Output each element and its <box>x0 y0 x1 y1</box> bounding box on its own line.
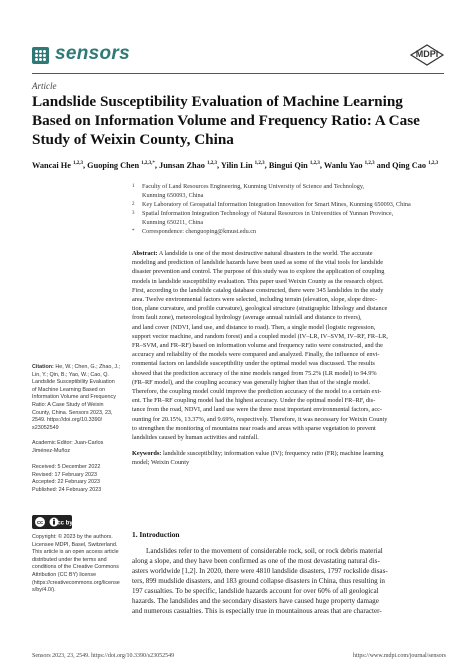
cc-by-license-icon[interactable] <box>32 515 72 529</box>
intro-line: and numerous casualties. This is especially true in mountainous areas that are character- <box>132 607 382 615</box>
intro-text <box>132 546 450 616</box>
affiliation-2 <box>132 201 452 210</box>
abstract-line: showed that the prediction accuracy of the nine models ranged from 75.2% (LR model) to 94.9% <box>132 369 377 377</box>
citation-line: Lin, Y.; Qin, B.; Yao, W.; Cao, Q. <box>32 371 109 378</box>
keywords-label: Keywords: <box>132 450 162 457</box>
abstract-line <box>132 249 447 258</box>
abstract-line: tance from the road, NDVI, and land use were the three most important environmental factors, acc- <box>132 406 383 414</box>
copyright-line: s/by/4.0/). <box>32 587 56 594</box>
affiliation-3 <box>132 210 452 227</box>
intro-heading: 1. Introduction <box>132 530 180 539</box>
author-list: Wancai He $^{1,2,3}$, Guoping Chen $^{1,2,3,*}$, Junsan Zhao $^{1,2,3}$, Yilin Lin $^{1,2,3}$, Bingui Qin $^{1,2,3}$, Wanlu Yao $^{1,2,3}$ and Qing Cao $^{1,2,3}$ <box>32 161 439 170</box>
publisher-logo <box>409 44 445 66</box>
correspondence-line: Correspondence: chenguoping@kmust.edu.cn <box>142 228 257 235</box>
keywords <box>132 449 447 467</box>
citation-line: Landslide Susceptibility Evaluation <box>32 379 115 386</box>
abstract-line: disaster prevention and control. The purpose of this study was to explore the application of coupling <box>132 268 385 276</box>
date-line: Published: 24 February 2023 <box>32 486 102 493</box>
copyright-line: conditions of the Creative Commons <box>32 564 119 571</box>
abstract-line: from fault zone), meteorological hydrology (average annual rainfall and distance to rivers), <box>132 314 362 322</box>
title-line: Study of Weixin County, China <box>32 131 234 148</box>
keywords-line: model; Weixin County <box>132 459 190 467</box>
abstract-line: models in landslide susceptibility evaluation. This paper used Weixin County as the research object. <box>132 277 384 285</box>
citation-line <box>32 364 127 372</box>
intro-line: hazards. The landslides and the secondary disasters have caused huge property damage <box>132 597 379 605</box>
keywords-text: landslide susceptibility; information value (IV); frequency ratio (FR); machine learning <box>162 450 384 457</box>
intro-line: asters worldwide [1,2]. In 2020, there were 4810 landslide disasters, 1797 rockslide disas- <box>132 567 388 575</box>
author-affiliation-mark: 1,2,3 <box>73 161 84 167</box>
journal-logo-icon <box>32 47 49 64</box>
affiliation-line: Faculty of Land Resources Engineering, Kunming University of Science and Technology, <box>142 183 365 190</box>
citation-text: He, W.; Chen, G.; Zhao, J.; <box>53 364 121 370</box>
affiliation-number: * <box>132 229 135 234</box>
publication-dates <box>32 464 127 494</box>
paper-title <box>32 92 447 149</box>
citation-line: of Machine Learning Based on <box>32 386 106 393</box>
citation-label: Citation: <box>32 364 54 370</box>
author-affiliation-mark: 1,2,3 <box>254 161 265 167</box>
abstract-line: area. Twelve environmental factors were selected, including terrain (elevation, slope, slope direc- <box>132 296 378 304</box>
abstract-line: (FR–RF model), and the coupling accuracy was generally higher than that of the single model. <box>132 378 371 386</box>
abstract-line: ronmental factors on landslide susceptibility under the optimal model was discussed. The results <box>132 360 375 368</box>
publisher-name: MDPI <box>415 49 439 59</box>
affiliation-line: Spatial Information Integration Technology of Natural Resources in Universities of Yunnan Province, <box>142 210 394 217</box>
citation-line: Information Volume and Frequency <box>32 394 116 401</box>
editor-line: Jiménez-Muñoz <box>32 447 71 454</box>
date-line: Accepted: 22 February 2023 <box>32 479 101 486</box>
editor-line: Academic Editor: Juan-Carlos <box>32 440 104 446</box>
title-line: Based on Information Volume and Frequency Ratio: A Case <box>32 112 420 129</box>
author-affiliation-mark: 1,2,3,* <box>141 161 155 167</box>
correspondence <box>132 228 452 237</box>
copyright-line: Attribution (CC BY) license <box>32 571 97 578</box>
keywords-line <box>132 449 447 458</box>
academic-editor <box>32 440 127 455</box>
citation-line: Ratio: A Case Study of Weixin <box>32 401 104 408</box>
citation-block <box>32 364 127 432</box>
affiliation-line: Kunming 650211, China <box>142 218 204 226</box>
abstract-line: to strengthen the monitoring of mountains near roads and areas with sparse vegetation to prevent <box>132 424 376 432</box>
abstract-line: FR–SVM, and FR–RF) based on information volume and frequency ratio were constructed, and the <box>132 342 383 350</box>
intro-line: Landslides refer to the movement of considerable rock, soil, or rock debris material <box>146 547 383 555</box>
affiliation-number: 1 <box>132 184 135 189</box>
date-line: Received: 5 December 2022 <box>32 464 101 470</box>
abstract <box>132 249 447 442</box>
header-rule <box>32 73 444 74</box>
abstract-line: ounting for 20.15%, 13.37%, and 9.69%, respectively. Therefore, it was necessary for Weixin County <box>132 415 388 423</box>
abstract-line: landslides caused by human activities and rainfall. <box>132 434 259 442</box>
author-affiliation-mark: 1,2,3 <box>428 161 439 167</box>
abstract-line: and land cover (NDVI, land use, and distance to road). Then, a single model (logistic regression, <box>132 323 376 331</box>
title-line: Landslide Susceptibility Evaluation of Machine Learning <box>32 93 403 110</box>
citation-line: 2549. https://doi.org/10.3390/ <box>32 417 103 424</box>
abstract-line: First, according to the landslide catalog database constructed, there were 345 landslides in the study <box>132 286 384 294</box>
svg-text:cc: cc <box>36 520 44 526</box>
footer-journal-link[interactable]: https://www.mdpi.com/journal/sensors <box>353 653 446 659</box>
copyright-line: distributed under the terms and <box>32 556 107 563</box>
article-type: Article <box>32 81 57 91</box>
journal-name: sensors <box>55 43 130 64</box>
footer-citation: Sensors 2023, 23, 2549. https://doi.org/10.3390/s23052549 <box>32 653 175 659</box>
intro-line: 197 casualties. To be specific, landslide hazards account for over 60% of all geological <box>132 587 379 595</box>
citation-line: s23052549 <box>32 424 59 431</box>
license-badge-text: cc by <box>57 520 72 527</box>
abstract-line: Therefore, the coupling model could improve the prediction accuracy of the model to a certain ext- <box>132 388 382 396</box>
affiliation-line: Key Laboratory of Geospatial Information Integration Innovation for Smart Mines, Kunming 650093, China <box>142 201 411 208</box>
intro-line: ters, 899 mudslide disasters, and 183 ground collapse disasters in China, thus resulting in <box>132 577 385 585</box>
author-affiliation-mark: 1,2,3 <box>309 161 320 167</box>
affiliation-1 <box>132 183 452 200</box>
copyright-line: Copyright: © 2023 by the authors. <box>32 534 113 540</box>
cc-badge-icon <box>32 515 72 529</box>
abstract-label: Abstract: <box>132 250 158 257</box>
author-affiliation-mark: 1,2,3 <box>364 161 375 167</box>
copyright-line: (https://creativecommons.org/license <box>32 579 120 586</box>
affiliation-number: 3 <box>132 211 135 216</box>
copyright-line: Licensee MDPI, Basel, Switzerland. <box>32 541 118 548</box>
affiliation-number: 2 <box>132 202 135 207</box>
intro-line: along a slope, and they have been confirmed as one of the most devastating natural dis- <box>132 557 380 565</box>
abstract-line: tion, plane curvature, and profile curvature), geological structure (stratigraphic lithology and distance <box>132 305 388 313</box>
abstract-line: accuracy and reliability of the models were compared and analyzed. Finally, the influence of envi- <box>132 351 380 359</box>
affiliation-line: Kunming 650093, China <box>142 191 204 199</box>
author-affiliation-mark: 1,2,3 <box>207 161 218 167</box>
copyright-notice <box>32 534 127 595</box>
abstract-line: modeling and prediction of landslide hazards have been used as some of the vital tools for landslide <box>132 259 384 267</box>
abstract-text: A landslide is one of the most destructive natural disasters in the world. The accurate <box>158 250 373 257</box>
copyright-line: This article is an open access article <box>32 549 119 556</box>
date-line: Revised: 17 February 2023 <box>32 471 98 478</box>
abstract-line: support vector machine, and random forest) and a coupled model (IV–LR, IV–SVM, IV–RF, FR–LR, <box>132 332 388 340</box>
citation-line: County, China. Sensors 2023, 23, <box>32 409 113 416</box>
abstract-line: ent. The FR–RF coupling model had the highest accuracy. Under the optimal model FR–RF, dis- <box>132 397 376 405</box>
